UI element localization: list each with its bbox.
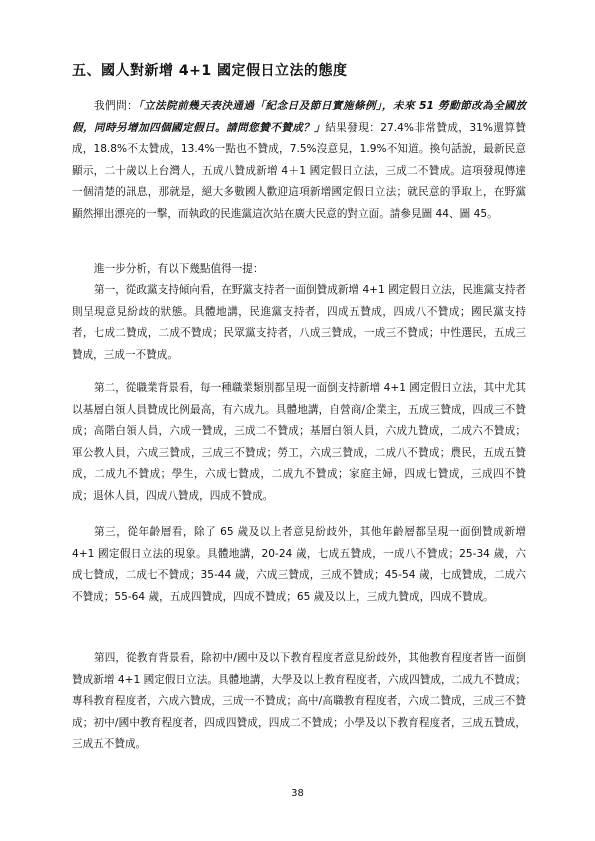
point-occupation: 第二，從職業背景看，每一種職業類別都呈現一面倒支持新增 4+1 國定假日立法，其中尤其以基層白領人員贊成比例最高，有六成九。具體地講，自營商/企業主，五成三贊成，四成三不贊成；高階白領人員，六成一贊成，三成二不贊成；基層白領人員，六成九贊成，二成六不贊成；軍公教人員，六成三贊成，三成三不贊成；勞工，六成三贊成，二成八不贊成；農民，五成五贊成，二成九不贊成；學生，六成七贊成，二成九不贊成；家庭主婦，四成七贊成，三成四不贊成；退休人員，四成八贊成，四成不贊成。	[72, 382, 526, 502]
intro-lead: 我們問：	[94, 100, 139, 112]
survey-question: 「立法院前幾天表決通過「紀念日及節日實施條例」，未來 51 勞動節改為全國放假，同時另增加四個國定假日。請問您贊不贊成？」	[72, 100, 527, 134]
section-heading: 五、國人對新增 4+1 國定假日立法的態度	[72, 63, 348, 79]
point-party: 第一，從政黨支持傾向看，在野黨支持者一面倒贊成新增 4+1 國定假日立法，民進黨支持者則呈現意見紛歧的狀態。具體地講，民進黨支持者，四成五贊成，四成八不贊成；國民黨支持者，七成二贊成，二成不贊成；民眾黨支持者，八成三贊成，一成三不贊成；中性選民，五成三贊成，三成一不贊成。	[72, 284, 526, 361]
intro-results: 結果發現：27.4%非常贊成，31%還算贊成，18.8%不太贊成，13.4%一點也不贊成，7.5%沒意見，1.9%不知道。換句話說，最新民意顯示，二十歲以上台灣人，五成八贊成新增 4＋1 國定假日立法，三成二不贊成。這項發現傳達一個清楚的訊息，那就是，絕大多數國人歡迎這項新增國定假日立法；就民意的爭取上，在野黨顯然揮出漂亮的一擊，而執政的民進黨這次站在廣大民意的對立面。請參見圖 44、圖 45。	[72, 121, 527, 220]
intro-paragraph	[72, 96, 526, 225]
page-number: 38	[291, 788, 304, 799]
point-age: 第三，從年齡層看，除了 65 歲及以上者意見紛歧外，其他年齡層都呈現一面倒贊成新增 4+1 國定假日立法的現象。具體地講，20-24 歲，七成五贊成，一成八不贊成；25-34 歲，六成七贊成，二成七不贊成；35-44 歲，六成三贊成，三成不贊成；45-54 歲，七成贊成，二成六不贊成；55-64 歲，五成四贊成，四成不贊成；65 歲及以上，三成九贊成，四成不贊成。	[72, 526, 526, 603]
point-education: 第四，從教育背景看，除初中/國中及以下教育程度者意見紛歧外，其他教育程度者皆一面倒贊成新增 4+1 國定假日立法。具體地講，大學及以上教育程度者，六成四贊成，二成九不贊成；專科教育程度者，六成六贊成，三成一不贊成；高中/高職教育程度者，六成二贊成，三成三不贊成；初中/國中教育程度者，四成四贊成，四成二不贊成；小學及以下教育程度者，三成五贊成，三成五不贊成。	[72, 652, 526, 750]
analysis-intro: 進一步分析，有以下幾點值得一提：	[94, 263, 264, 275]
